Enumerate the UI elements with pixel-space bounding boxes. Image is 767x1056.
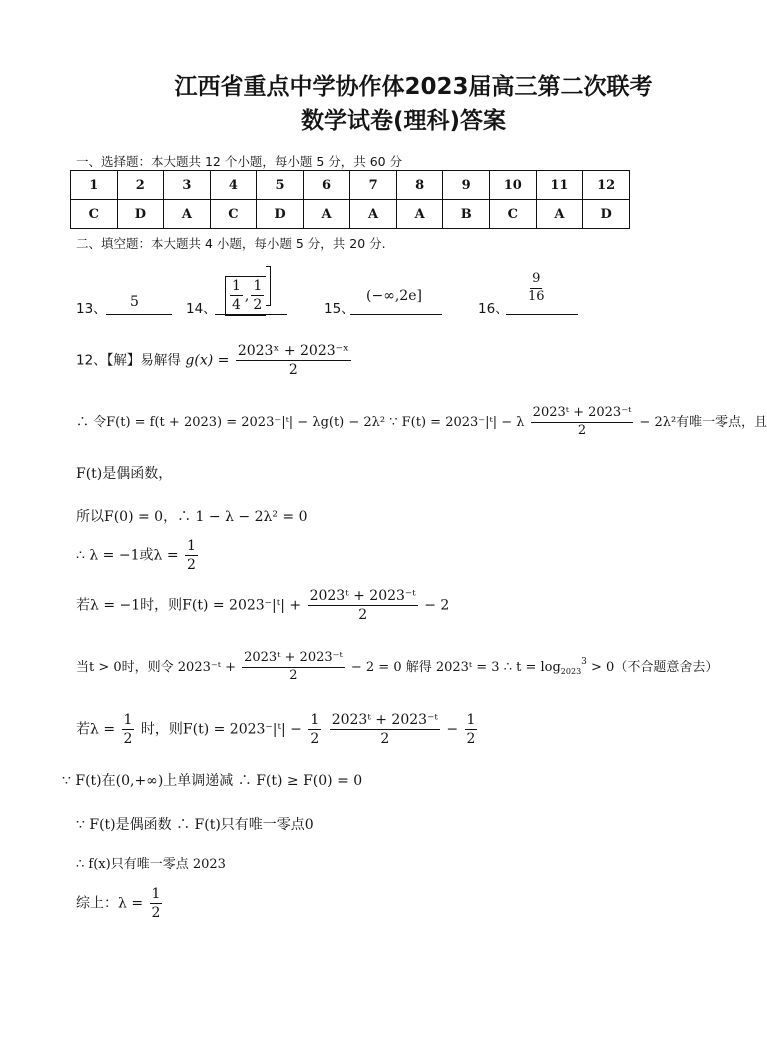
question-number-cell: 5 bbox=[257, 171, 304, 200]
answer-cell: A bbox=[350, 200, 397, 229]
answer-cell: B bbox=[443, 200, 490, 229]
q15-answer: (−∞,2e] bbox=[366, 288, 422, 304]
answer-cell: A bbox=[396, 200, 443, 229]
solution-line-8: 若λ = $\frac{1}{2}$ 时，则F(t) = 2023⁻|ᵗ| − $\frac{1}{2}$ $\frac{\text{2023ᵗ + 2023⁻ᵗ}}{2}$ − $\frac{1}{2}$ bbox=[76, 712, 476, 748]
question-number-cell: 3 bbox=[164, 171, 211, 200]
question-number-cell: 6 bbox=[303, 171, 350, 200]
solution-line-2: ∴ 令F(t) = f(t + 2023) = 2023⁻|ᵗ| − λg(t) − 2λ² ∵ F(t) = 2023⁻|ᵗ| − λ $\frac{\text{2023ᵗ + 2023⁻ᵗ}}{2}$ − 2λ²有唯一零点，且 bbox=[76, 405, 767, 438]
solution-line-9: ∵ F(t)在(0,+∞)上单调递减 ∴ F(t) ≥ F(0) = 0 bbox=[62, 773, 363, 789]
answer-table-answer-row bbox=[71, 200, 630, 229]
question-number-cell: 1 bbox=[71, 171, 118, 200]
answer-cell: C bbox=[489, 200, 536, 229]
answer-cell: D bbox=[117, 200, 164, 229]
q13-label: 13、 bbox=[76, 301, 107, 317]
question-number-cell: 12 bbox=[583, 171, 630, 200]
question-number-cell: 4 bbox=[210, 171, 257, 200]
question-number-cell: 2 bbox=[117, 171, 164, 200]
q14-answer: $\frac{1}{4}$ , $\frac{1}{2}$ bbox=[225, 266, 271, 316]
q16-answer: $\frac{9}{16}$ bbox=[528, 271, 545, 304]
q16-underline bbox=[506, 314, 578, 315]
question-number-cell: 8 bbox=[396, 171, 443, 200]
answer-cell: D bbox=[257, 200, 304, 229]
q16-label: 16、 bbox=[478, 301, 509, 317]
solution-line-5: ∴ λ = −1或λ = $\frac{1}{2}$ bbox=[76, 538, 196, 574]
section-1-heading: 一、选择题：本大题共 12 个小题，每小题 5 分，共 60 分 bbox=[76, 154, 403, 169]
answer-cell: A bbox=[164, 200, 211, 229]
solution-line-1: 12、【解】易解得 g(x) = $\frac{\text{2023ˣ + 2023⁻ˣ}}{2}$ bbox=[76, 343, 349, 379]
solution-line-12: 综上：λ = $\frac{1}{2}$ bbox=[76, 886, 161, 922]
q15-underline bbox=[350, 314, 442, 315]
solution-line-6: 若λ = −1时，则F(t) = 2023⁻|ᵗ| + $\frac{\text{2023ᵗ + 2023⁻ᵗ}}{2}$ − 2 bbox=[76, 588, 450, 624]
q13-answer: 5 bbox=[130, 294, 139, 310]
solution-line-4: 所以F(0) = 0，∴ 1 − λ − 2λ² = 0 bbox=[76, 509, 308, 525]
solution-line-11: ∴ f(x)只有唯一零点 2023 bbox=[76, 857, 226, 872]
answer-table-number-row bbox=[71, 171, 630, 200]
question-number-cell: 10 bbox=[489, 171, 536, 200]
title-line-1: 江西省重点中学协作体2023届高三第二次联考 bbox=[174, 74, 653, 100]
answer-cell: C bbox=[71, 200, 118, 229]
answer-cell: C bbox=[210, 200, 257, 229]
q14-label: 14、 bbox=[186, 301, 217, 317]
question-number-cell: 7 bbox=[350, 171, 397, 200]
question-number-cell: 11 bbox=[536, 171, 583, 200]
answer-cell: A bbox=[303, 200, 350, 229]
solution-line-3: F(t)是偶函数， bbox=[76, 466, 173, 482]
answer-cell: A bbox=[536, 200, 583, 229]
solution-line-7: 当t > 0时，则令 2023⁻ᵗ + $\frac{\text{2023ᵗ + 2023⁻ᵗ}}{2}$ − 2 = 0 解得 2023ᵗ = 3 ∴ $t = \log_{2023}^3 > 0$（不合题意舍去） bbox=[76, 650, 719, 683]
answer-table bbox=[70, 170, 630, 229]
answer-cell: D bbox=[583, 200, 630, 229]
section-2-heading: 二、填空题：本大题共 4 小题，每小题 5 分，共 20 分. bbox=[76, 236, 386, 251]
q15-label: 15、 bbox=[324, 301, 355, 317]
q13-underline bbox=[106, 314, 172, 315]
question-number-cell: 9 bbox=[443, 171, 490, 200]
solution-line-10: ∵ F(t)是偶函数 ∴ F(t)只有唯一零点0 bbox=[76, 817, 314, 833]
q14-underline bbox=[215, 314, 287, 315]
title-line-2: 数学试卷(理科)答案 bbox=[300, 108, 507, 134]
